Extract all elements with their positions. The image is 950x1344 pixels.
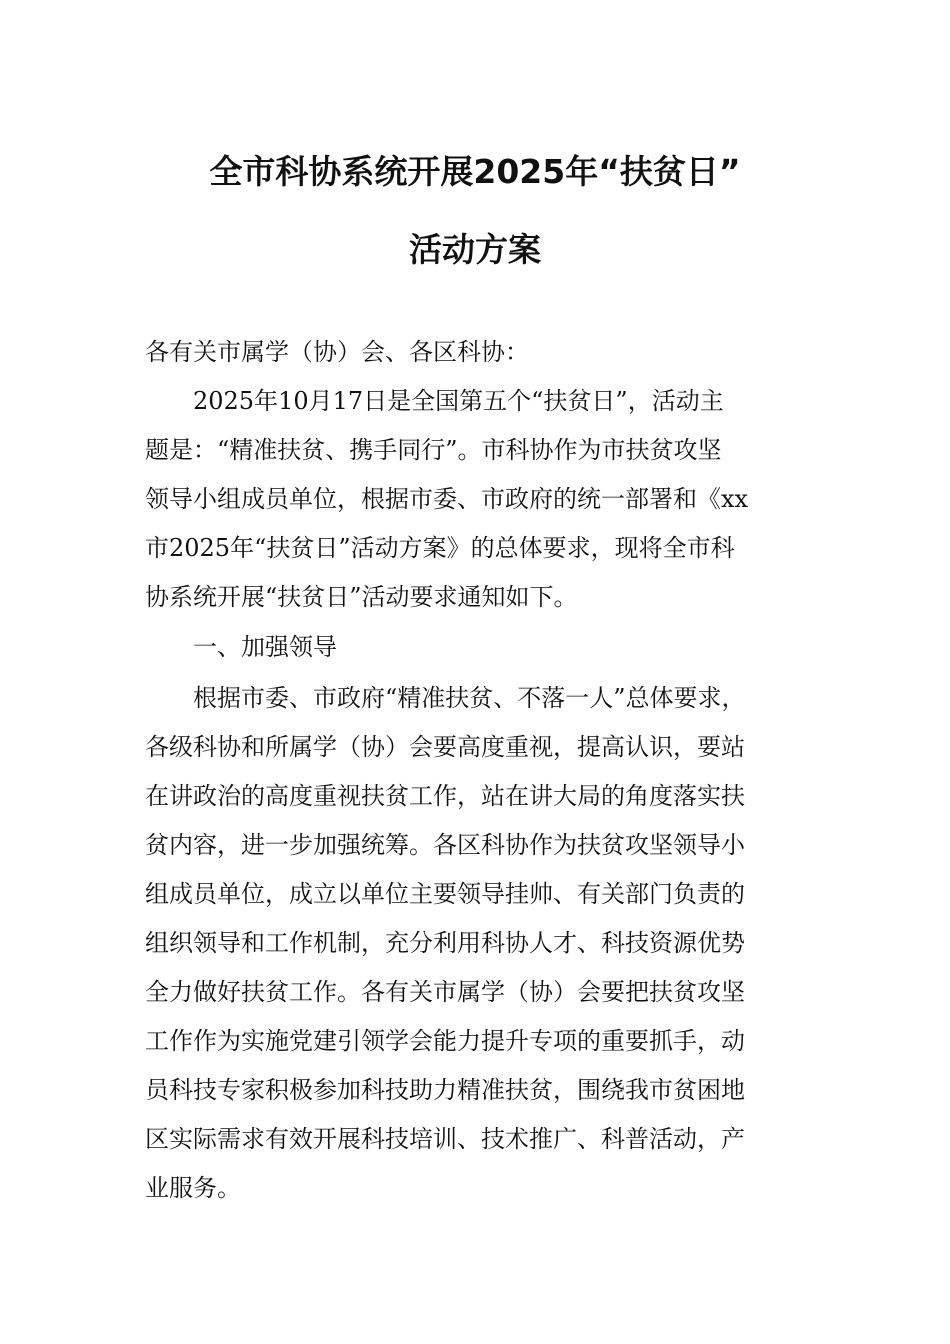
paragraph-2-line: 员科技专家积极参加科技助力精准扶贫，围绕我市贫困地 [145,1076,745,1104]
paragraph-2-line: 各级科协和所属学（协）会要高度重视，提高认识，要站 [145,733,745,761]
salutation: 各有关市属学（协）会、各区科协： [145,338,529,366]
paragraph-1-line: 题是：“精准扶贫、携手同行”。市科协作为市扶贫攻坚 [145,436,722,464]
paragraph-2-line: 组织领导和工作机制，充分利用科协人才、科技资源优势 [145,929,745,957]
paragraph-1-line: 2025年10月17日是全国第五个“扶贫日”，活动主 [193,387,724,415]
paragraph-2-line: 组成员单位，成立以单位主要领导挂帅、有关部门负责的 [145,880,745,908]
paragraph-2-line: 工作作为实施党建引领学会能力提升专项的重要抓手，动 [145,1027,745,1055]
document-title-line-1: 全市科协系统开展2025年“扶贫日” [209,152,741,191]
paragraph-1-line: 市2025年“扶贫日”活动方案》的总体要求，现将全市科 [145,534,735,562]
paragraph-2-line: 全力做好扶贫工作。各有关市属学（协）会要把扶贫攻坚 [145,978,745,1006]
section-1-heading: 一、加强领导 [193,633,337,661]
paragraph-2-line: 业服务。 [145,1174,241,1202]
paragraph-2-line: 区实际需求有效开展科技培训、技术推广、科普活动，产 [145,1125,745,1153]
paragraph-1-line: 协系统开展“扶贫日”活动要求通知如下。 [145,583,578,611]
paragraph-2-line: 贫内容，进一步加强统筹。各区科协作为扶贫攻坚领导小 [145,831,745,859]
document-title-line-2: 活动方案 [409,230,541,269]
paragraph-1-line: 领导小组成员单位，根据市委、市政府的统一部署和《xx [145,485,749,513]
paragraph-2-line: 根据市委、市政府“精准扶贫、不落一人”总体要求， [193,684,746,712]
paragraph-2-line: 在讲政治的高度重视扶贫工作，站在讲大局的角度落实扶 [145,782,745,810]
